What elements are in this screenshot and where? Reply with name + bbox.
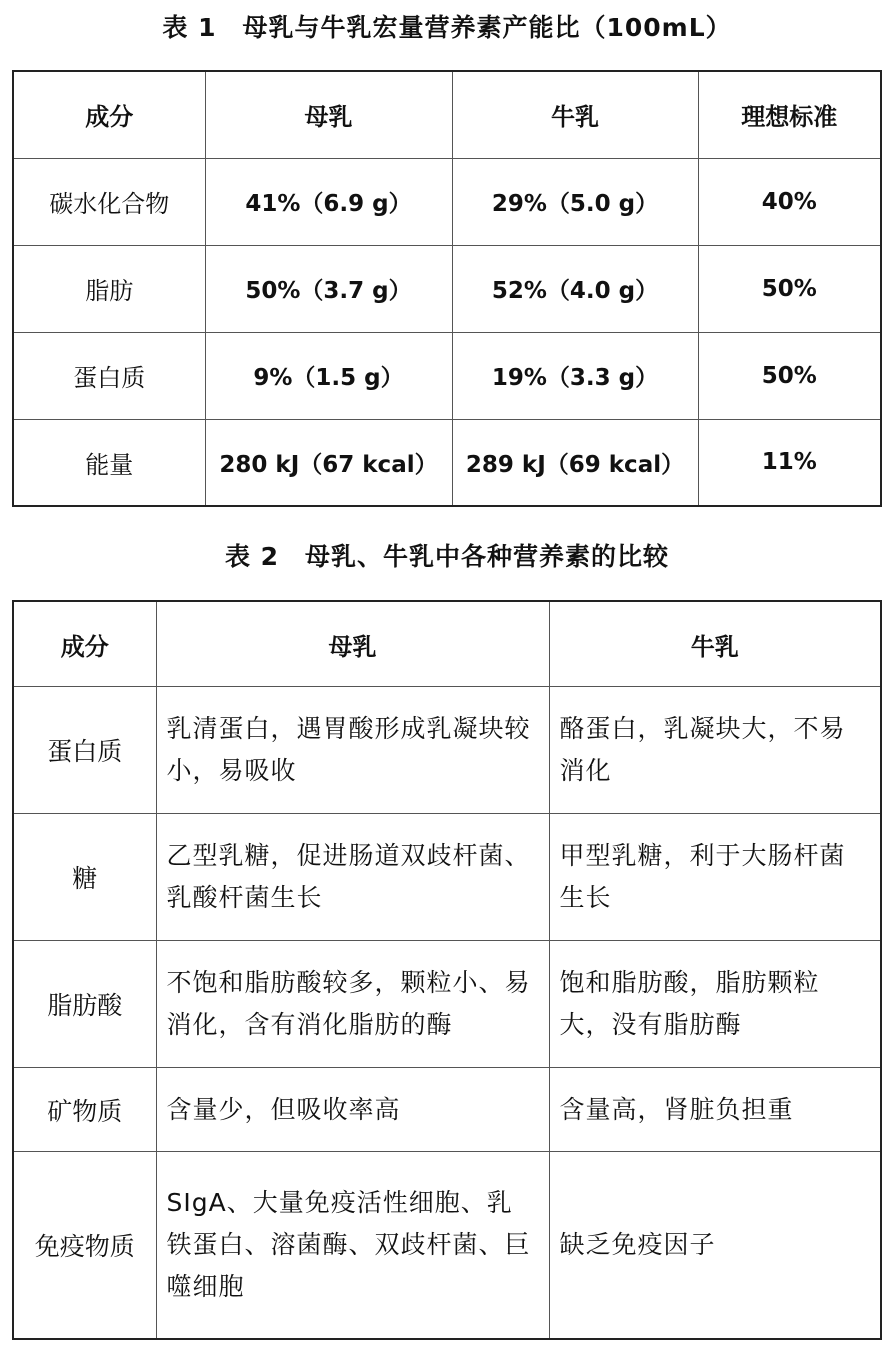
cow-milk-cell: 酪蛋白，乳凝块大，不易消化 [549, 687, 881, 814]
table-row [13, 332, 881, 419]
cow-milk-cell: 29%（5.0 g） [452, 158, 698, 245]
table-header-row [13, 601, 881, 687]
header-cell: 成分 [13, 71, 205, 158]
table1-caption: 表 1 母乳与牛乳宏量营养素产能比（100mL） [162, 13, 732, 42]
breast-milk-cell: 41%（6.9 g） [205, 158, 452, 245]
table-row [13, 419, 881, 506]
breast-milk-cell: 50%（3.7 g） [205, 245, 452, 332]
cow-milk-cell: 甲型乳糖，利于大肠杆菌生长 [549, 814, 881, 941]
breast-milk-cell: 9%（1.5 g） [205, 332, 452, 419]
component-cell: 蛋白质 [13, 687, 156, 814]
header-cell: 母乳 [156, 601, 549, 687]
header-cell: 理想标准 [698, 71, 881, 158]
component-cell: 糖 [13, 814, 156, 941]
ideal-standard-cell: 50% [698, 332, 881, 419]
component-cell: 脂肪酸 [13, 941, 156, 1068]
cow-milk-cell: 饱和脂肪酸，脂肪颗粒大，没有脂肪酶 [549, 941, 881, 1068]
table-header-row [13, 71, 881, 158]
component-cell: 能量 [13, 419, 205, 506]
macronutrient-table [12, 70, 882, 507]
table-row [13, 1068, 881, 1152]
header-cell: 牛乳 [452, 71, 698, 158]
table2-caption: 表 2 母乳、牛乳中各种营养素的比较 [224, 542, 670, 571]
breast-milk-cell: SIgA、大量免疫活性细胞、乳铁蛋白、溶菌酶、双歧杆菌、巨噬细胞 [156, 1152, 549, 1339]
breast-milk-cell: 含量少，但吸收率高 [156, 1068, 549, 1152]
header-cell: 牛乳 [549, 601, 881, 687]
breast-milk-cell: 乙型乳糖，促进肠道双歧杆菌、乳酸杆菌生长 [156, 814, 549, 941]
component-cell: 蛋白质 [13, 332, 205, 419]
ideal-standard-cell: 40% [698, 158, 881, 245]
breast-milk-cell: 乳清蛋白，遇胃酸形成乳凝块较小，易吸收 [156, 687, 549, 814]
breast-milk-cell: 280 kJ（67 kcal） [205, 419, 452, 506]
table-row [13, 814, 881, 941]
ideal-standard-cell: 11% [698, 419, 881, 506]
component-cell: 免疫物质 [13, 1152, 156, 1339]
header-cell: 成分 [13, 601, 156, 687]
table-row [13, 687, 881, 814]
cow-milk-cell: 289 kJ（69 kcal） [452, 419, 698, 506]
component-cell: 碳水化合物 [13, 158, 205, 245]
table-row [13, 245, 881, 332]
header-cell: 母乳 [205, 71, 452, 158]
cow-milk-cell: 缺乏免疫因子 [549, 1152, 881, 1339]
breast-milk-cell: 不饱和脂肪酸较多，颗粒小、易消化，含有消化脂肪的酶 [156, 941, 549, 1068]
ideal-standard-cell: 50% [698, 245, 881, 332]
table-row [13, 158, 881, 245]
table-row [13, 1152, 881, 1339]
table-row [13, 941, 881, 1068]
cow-milk-cell: 52%（4.0 g） [452, 245, 698, 332]
nutrient-comparison-table [12, 600, 882, 1340]
component-cell: 脂肪 [13, 245, 205, 332]
component-cell: 矿物质 [13, 1068, 156, 1152]
cow-milk-cell: 含量高，肾脏负担重 [549, 1068, 881, 1152]
cow-milk-cell: 19%（3.3 g） [452, 332, 698, 419]
